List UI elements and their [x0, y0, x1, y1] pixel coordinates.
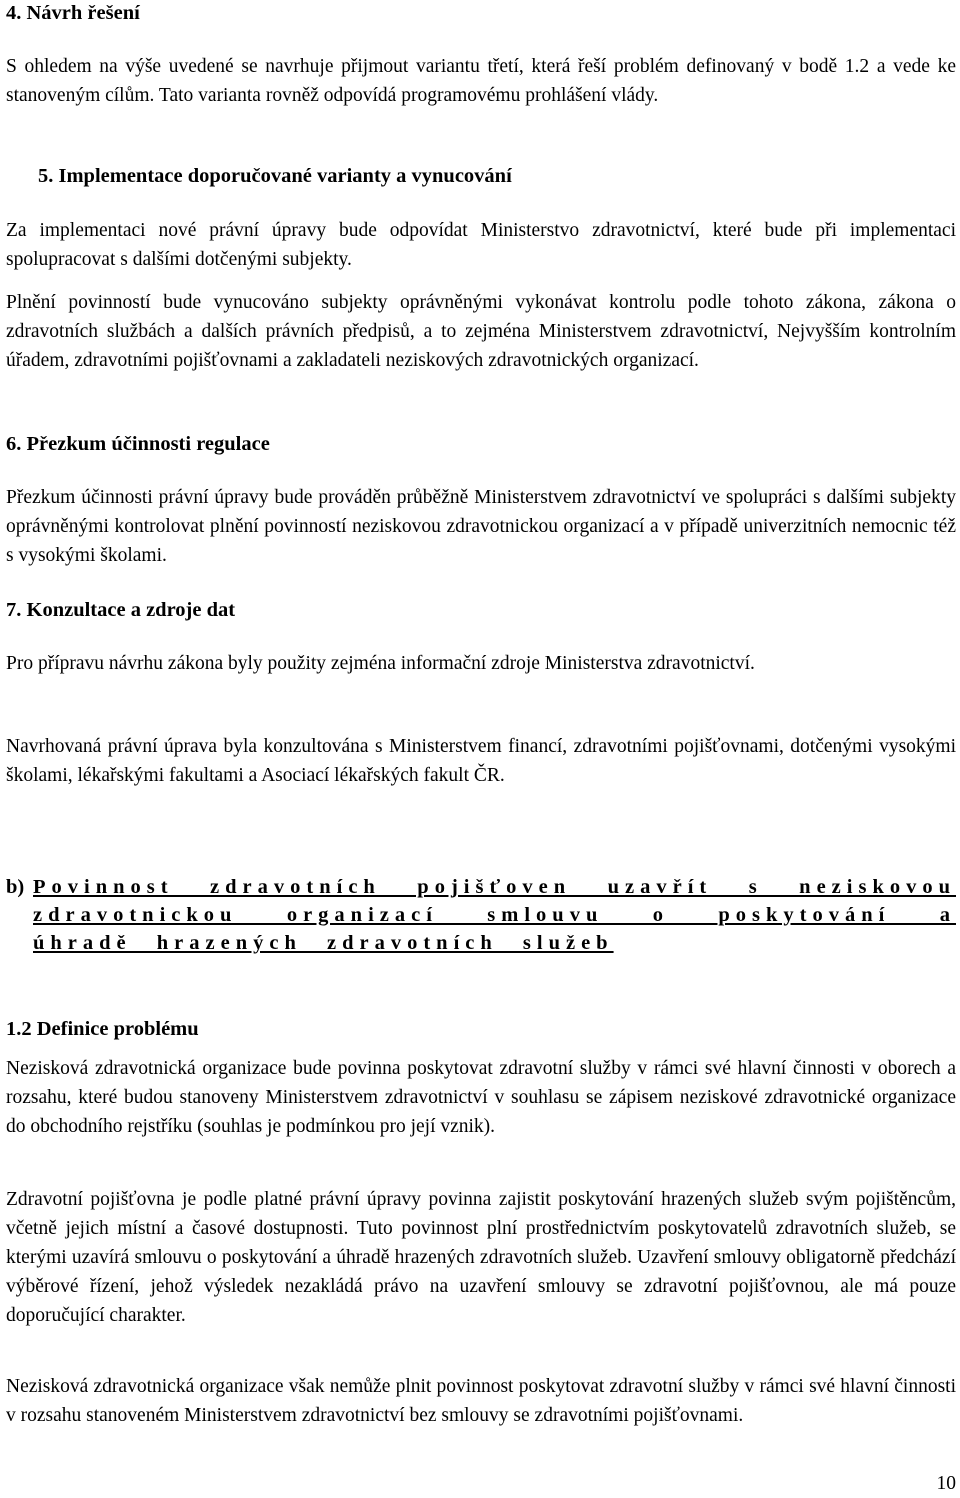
- section-1-2-paragraph-3: Nezisková zdravotnická organizace však nemůže plnit povinnost poskytovat zdravotní služby v rámci své hlavní činnosti v rozsahu stanoveném Ministerstvem zdravotnictví bez smlouvy se zdravotními pojišťovnami.: [6, 1376, 956, 1426]
- part-b-heading: [6, 873, 956, 957]
- section-4-heading: 4. Návrh řešení: [6, 2, 140, 24]
- section-7-paragraph-1: Pro přípravu návrhu zákona byly použity zejména informační zdroje Ministerstva zdravotnictví.: [6, 653, 755, 674]
- section-6-paragraph: Přezkum účinnosti právní úpravy bude prováděn průběžně Ministerstvem zdravotnictví ve spolupráci s dalšími subjekty oprávněnými kontrolovat plnění povinností neziskovou zdravotnickou organizací a v případě univerzitních nemocnic též s vysokými školami.: [6, 487, 956, 566]
- section-1-2-heading: 1.2 Definice problému: [6, 1018, 199, 1040]
- page-number: 10: [936, 1473, 956, 1494]
- part-b-title: Povinnost zdravotních pojišťoven uzavřít s neziskovou zdravotnickou organizací smlouvu o poskytování a úhradě hrazených zdravotních služeb: [33, 876, 956, 954]
- section-5-paragraph-1: Za implementaci nové právní úpravy bude odpovídat Ministerstvo zdravotnictví, které bude při implementaci spolupracovat s dalšími dotčenými subjekty.: [6, 220, 956, 270]
- section-7-paragraph-2: Navrhovaná právní úprava byla konzultována s Ministerstvem financí, zdravotními pojišťovnami, dotčenými vysokými školami, lékařskými fakultami a Asociací lékařských fakult ČR.: [6, 736, 956, 786]
- part-b-marker: b): [6, 876, 25, 898]
- section-1-2-paragraph-1: Nezisková zdravotnická organizace bude povinna poskytovat zdravotní služby v rámci své hlavní činnosti v oborech a rozsahu, které budou stanoveny Ministerstvem zdravotnictví v souhlasu se zápisem neziskové zdravotnické organizace do obchodního rejstříku (souhlas je podmínkou pro její vznik).: [6, 1058, 956, 1137]
- section-1-2-paragraph-2: Zdravotní pojišťovna je podle platné právní úpravy povinna zajistit poskytování hrazených služeb svým pojištěncům, včetně jejich místní a časové dostupnosti. Tuto povinnost plní prostřednictvím poskytovatelů zdravotních služeb, se kterými uzavírá smlouvu o poskytování a úhradě hrazených zdravotních služeb. Uzavření smlouvy obligatorně předchází výběrové řízení, jehož výsledek nezakládá právo na uzavření smlouvy se zdravotní pojišťovnou, ale má pouze doporučující charakter.: [6, 1189, 956, 1326]
- section-7-heading: 7. Konzultace a zdroje dat: [6, 599, 236, 621]
- section-5-paragraph-2: Plnění povinností bude vynucováno subjekty oprávněnými vykonávat kontrolu podle tohoto zákona, zákona o zdravotních službách a dalších právních předpisů, a to zejména Ministerstvem zdravotnictví, Nejvyšším kontrolním úřadem, zdravotními pojišťovnami a zakladateli neziskových zdravotnických organizací.: [6, 292, 956, 371]
- section-6-heading: 6. Přezkum účinnosti regulace: [6, 433, 270, 455]
- section-5-heading: 5. Implementace doporučované varianty a vynucování: [38, 165, 512, 187]
- section-4-paragraph: S ohledem na výše uvedené se navrhuje přijmout variantu třetí, která řeší problém definovaný v bodě 1.2 a vede ke stanoveným cílům. Tato varianta rovněž odpovídá programovému prohlášení vlády.: [6, 56, 956, 106]
